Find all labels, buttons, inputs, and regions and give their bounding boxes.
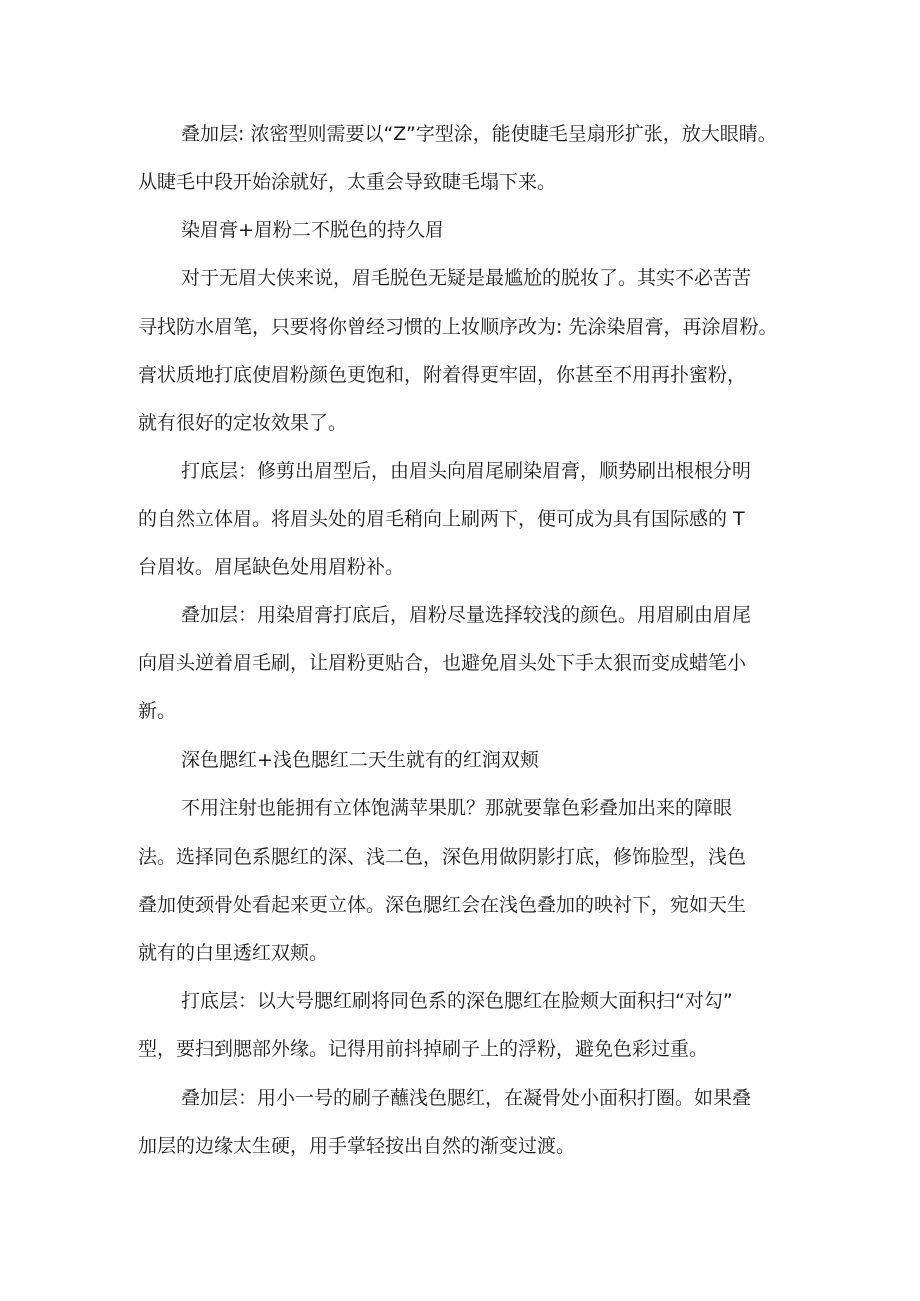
para-1-line-1: 叠加层: 浓密型则需要以“Z”字型涂，能使睫毛呈扇形扩张，放大眼睛。 [181, 123, 777, 145]
para-5-line-2: 向眉头逆着眉毛刷，让眉粉更贴合，也避免眉头处下手太狠而变成蜡笔小 [138, 652, 747, 674]
para-3-line-4: 就有很好的定妆效果了。 [138, 412, 348, 434]
para-8-line-1: 打底层：以大号腮红刷将同色系的深色腮红在脸颊大面积扫“对勾” [181, 990, 733, 1012]
para-7-line-4: 就有的白里透红双颊。 [138, 942, 329, 964]
para-4-line-2: 的自然立体眉。将眉头处的眉毛稍向上刷两下，便可成为具有国际感的 T [138, 508, 745, 530]
para-5-line-3: 新。 [138, 700, 177, 722]
para-7-line-2: 法。选择同色系腮红的深、浅二色，深色用做阴影打底，修饰脸型，浅色 [138, 846, 747, 868]
para-7-line-1: 不用注射也能拥有立体饱满苹果肌？那就要靠色彩叠加出来的障眼 [181, 797, 733, 819]
para-9-line-2: 加层的边缘太生硬，用手掌轻按出自然的渐变过渡。 [138, 1135, 576, 1157]
para-4-line-3: 台眉妆。眉尾缺色处用眉粉补。 [138, 556, 405, 578]
para-3-line-3: 膏状质地打底使眉粉颜色更饱和，附着得更牢固，你甚至不用再扑蜜粉， [138, 364, 747, 386]
para-8-line-2: 型，要扫到腮部外缘。记得用前抖掉刷子上的浮粉，避免色彩过重。 [138, 1038, 709, 1060]
para-1-line-2: 从睫毛中段开始涂就好，太重会导致睫毛塌下来。 [138, 171, 557, 193]
section-heading-eyebrow: 染眉膏+眉粉二不脱色的持久眉 [181, 219, 444, 241]
para-5-line-1: 叠加层：用染眉膏打底后，眉粉尽量选择较浅的颜色。用眉刷由眉尾 [181, 604, 752, 626]
para-3-line-2: 寻找防水眉笔，只要将你曾经习惯的上妆顺序改为: 先涂染眉膏，再涂眉粉。 [138, 316, 778, 338]
para-7-line-3: 叠加使颈骨处看起来更立体。深色腮红会在浅色叠加的映衬下，宛如天生 [138, 894, 747, 916]
section-heading-blush: 深色腮红+浅色腮红二天生就有的红润双颊 [181, 749, 539, 771]
para-9-line-1: 叠加层：用小一号的刷子蘸浅色腮红，在凝骨处小面积打圈。如果叠 [181, 1087, 752, 1109]
para-4-line-1: 打底层：修剪出眉型后，由眉头向眉尾刷染眉膏，顺势刷出根根分明 [181, 460, 752, 482]
para-3-line-1: 对于无眉大侠来说，眉毛脱色无疑是最尴尬的脱妆了。其实不必苦苦 [181, 267, 752, 289]
